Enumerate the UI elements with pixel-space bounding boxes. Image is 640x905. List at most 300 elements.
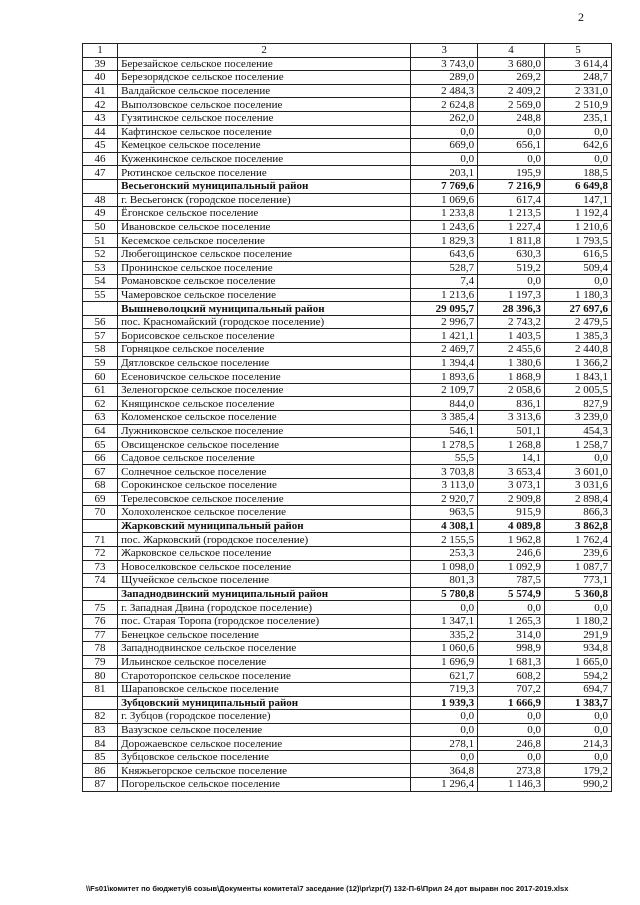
value-2017-cell: 1 829,3 — [411, 234, 478, 248]
value-2017-cell: 2 624,8 — [411, 98, 478, 112]
name-cell: Кесемское сельское поселение — [118, 234, 411, 248]
value-2019-cell: 3 031,6 — [545, 479, 612, 493]
table-row — [83, 737, 612, 751]
value-2018-cell: 1 403,5 — [478, 329, 545, 343]
table-row — [83, 492, 612, 506]
table-row — [83, 669, 612, 683]
row-number-cell: 79 — [83, 655, 118, 669]
value-2017-cell: 1 347,1 — [411, 614, 478, 628]
value-2017-cell: 2 920,7 — [411, 492, 478, 506]
value-2018-cell: 2 409,2 — [478, 84, 545, 98]
name-cell: Весьегонский муниципальный район — [118, 179, 411, 193]
value-2017-cell: 1 893,6 — [411, 370, 478, 384]
value-2018-cell: 998,9 — [478, 642, 545, 656]
value-2019-cell: 214,3 — [545, 737, 612, 751]
name-cell: Солнечное сельское поселение — [118, 465, 411, 479]
row-number-cell: 62 — [83, 397, 118, 411]
value-2018-cell: 656,1 — [478, 139, 545, 153]
table-row — [83, 315, 612, 329]
name-cell: Садовое сельское поселение — [118, 451, 411, 465]
name-cell: Новоселковское сельское поселение — [118, 560, 411, 574]
value-2019-cell: 1 192,4 — [545, 207, 612, 221]
value-2018-cell: 0,0 — [478, 601, 545, 615]
value-2019-cell: 248,7 — [545, 71, 612, 85]
value-2018-cell: 195,9 — [478, 166, 545, 180]
value-2017-cell: 669,0 — [411, 139, 478, 153]
value-2018-cell: 2 909,8 — [478, 492, 545, 506]
value-2017-cell: 0,0 — [411, 750, 478, 764]
value-2019-cell: 1 180,3 — [545, 288, 612, 302]
value-2017-cell: 1 394,4 — [411, 356, 478, 370]
value-2017-cell: 1 939,3 — [411, 696, 478, 710]
table-row — [83, 506, 612, 520]
value-2018-cell: 608,2 — [478, 669, 545, 683]
row-number-cell — [83, 587, 118, 601]
value-2019-cell: 594,2 — [545, 669, 612, 683]
value-2017-cell: 801,3 — [411, 574, 478, 588]
row-number-cell: 60 — [83, 370, 118, 384]
name-cell: Пронинское сельское поселение — [118, 261, 411, 275]
value-2018-cell: 4 089,8 — [478, 519, 545, 533]
district-total-row — [83, 696, 612, 710]
table-row — [83, 642, 612, 656]
table-row — [83, 424, 612, 438]
row-number-cell: 78 — [83, 642, 118, 656]
district-total-row — [83, 587, 612, 601]
value-2018-cell: 1 265,3 — [478, 614, 545, 628]
table-row — [83, 193, 612, 207]
name-cell: Кемецкое сельское поселение — [118, 139, 411, 153]
name-cell: Зеленогорское сельское поселение — [118, 383, 411, 397]
row-number-cell — [83, 179, 118, 193]
row-number-cell: 87 — [83, 778, 118, 792]
value-2017-cell: 0,0 — [411, 723, 478, 737]
value-2019-cell: 3 601,0 — [545, 465, 612, 479]
value-2019-cell: 1 210,6 — [545, 220, 612, 234]
name-cell: Березайское сельское поселение — [118, 57, 411, 71]
row-number-cell: 68 — [83, 479, 118, 493]
value-2018-cell: 273,8 — [478, 764, 545, 778]
value-2019-cell: 0,0 — [545, 152, 612, 166]
row-number-cell: 83 — [83, 723, 118, 737]
row-number-cell: 65 — [83, 438, 118, 452]
value-2017-cell: 643,6 — [411, 247, 478, 261]
row-number-cell: 75 — [83, 601, 118, 615]
value-2018-cell: 14,1 — [478, 451, 545, 465]
name-cell: пос. Красномайский (городское поселение) — [118, 315, 411, 329]
value-2018-cell: 269,2 — [478, 71, 545, 85]
value-2018-cell: 707,2 — [478, 682, 545, 696]
value-2017-cell: 2 469,7 — [411, 343, 478, 357]
value-2018-cell: 0,0 — [478, 723, 545, 737]
row-number-cell: 84 — [83, 737, 118, 751]
value-2017-cell: 0,0 — [411, 601, 478, 615]
value-2017-cell: 2 996,7 — [411, 315, 478, 329]
value-2019-cell: 2 479,5 — [545, 315, 612, 329]
table-row — [83, 57, 612, 71]
name-cell: Погорельское сельское поселение — [118, 778, 411, 792]
value-2019-cell: 773,1 — [545, 574, 612, 588]
table-row — [83, 98, 612, 112]
value-2017-cell: 7,4 — [411, 275, 478, 289]
table-row — [83, 288, 612, 302]
district-total-row — [83, 302, 612, 316]
table-row — [83, 356, 612, 370]
name-cell: Лужниковское сельское поселение — [118, 424, 411, 438]
name-cell: Княжьегорское сельское поселение — [118, 764, 411, 778]
row-number-cell: 80 — [83, 669, 118, 683]
name-cell: Дятловское сельское поселение — [118, 356, 411, 370]
value-2019-cell: 509,4 — [545, 261, 612, 275]
table-row — [83, 343, 612, 357]
row-number-cell: 44 — [83, 125, 118, 139]
value-2018-cell: 2 455,6 — [478, 343, 545, 357]
name-cell: Овсищенское сельское поселение — [118, 438, 411, 452]
value-2019-cell: 2 440,8 — [545, 343, 612, 357]
row-number-cell: 55 — [83, 288, 118, 302]
table-row — [83, 533, 612, 547]
table-row — [83, 438, 612, 452]
value-2018-cell: 519,2 — [478, 261, 545, 275]
value-2019-cell: 3 239,0 — [545, 411, 612, 425]
value-2019-cell: 0,0 — [545, 710, 612, 724]
table-row — [83, 247, 612, 261]
value-2017-cell: 1 069,6 — [411, 193, 478, 207]
row-number-cell: 73 — [83, 560, 118, 574]
district-total-row — [83, 519, 612, 533]
value-2019-cell: 1 843,1 — [545, 370, 612, 384]
table-row — [83, 601, 612, 615]
value-2019-cell: 454,3 — [545, 424, 612, 438]
value-2018-cell: 248,8 — [478, 111, 545, 125]
value-2017-cell: 253,3 — [411, 546, 478, 560]
table-row — [83, 764, 612, 778]
value-2017-cell: 1 243,6 — [411, 220, 478, 234]
row-number-cell: 57 — [83, 329, 118, 343]
value-2018-cell: 0,0 — [478, 710, 545, 724]
value-2017-cell: 1 060,6 — [411, 642, 478, 656]
name-cell: Выползовское сельское поселение — [118, 98, 411, 112]
table-row — [83, 411, 612, 425]
value-2017-cell: 963,5 — [411, 506, 478, 520]
table-row — [83, 451, 612, 465]
header-cell: 3 — [411, 44, 478, 58]
name-cell: Горняцкое сельское поселение — [118, 343, 411, 357]
value-2018-cell: 1 681,3 — [478, 655, 545, 669]
table-row — [83, 207, 612, 221]
value-2017-cell: 621,7 — [411, 669, 478, 683]
name-cell: г. Зубцов (городское поселение) — [118, 710, 411, 724]
name-cell: Вазузское сельское поселение — [118, 723, 411, 737]
value-2019-cell: 3 614,4 — [545, 57, 612, 71]
value-2019-cell: 5 360,8 — [545, 587, 612, 601]
value-2019-cell: 2 898,4 — [545, 492, 612, 506]
name-cell: Шараповское сельское поселение — [118, 682, 411, 696]
row-number-cell: 66 — [83, 451, 118, 465]
value-2017-cell: 278,1 — [411, 737, 478, 751]
value-2017-cell: 3 385,4 — [411, 411, 478, 425]
value-2019-cell: 239,6 — [545, 546, 612, 560]
row-number-cell: 63 — [83, 411, 118, 425]
table-row — [83, 383, 612, 397]
row-number-cell: 45 — [83, 139, 118, 153]
row-number-cell: 81 — [83, 682, 118, 696]
table-row — [83, 682, 612, 696]
name-cell: Коломенское сельское поселение — [118, 411, 411, 425]
value-2018-cell: 28 396,3 — [478, 302, 545, 316]
value-2018-cell: 0,0 — [478, 275, 545, 289]
name-cell: Ивановское сельское поселение — [118, 220, 411, 234]
value-2017-cell: 262,0 — [411, 111, 478, 125]
row-number-cell: 72 — [83, 546, 118, 560]
value-2017-cell: 0,0 — [411, 125, 478, 139]
value-2017-cell: 1 296,4 — [411, 778, 478, 792]
value-2018-cell: 3 653,4 — [478, 465, 545, 479]
row-number-cell: 85 — [83, 750, 118, 764]
row-number-cell: 49 — [83, 207, 118, 221]
value-2019-cell: 291,9 — [545, 628, 612, 642]
value-2019-cell: 188,5 — [545, 166, 612, 180]
table-row — [83, 234, 612, 248]
table-row — [83, 166, 612, 180]
table-row — [83, 546, 612, 560]
table-row — [83, 655, 612, 669]
name-cell: Гузятинское сельское поселение — [118, 111, 411, 125]
value-2018-cell: 3 073,1 — [478, 479, 545, 493]
value-2018-cell: 0,0 — [478, 125, 545, 139]
row-number-cell: 41 — [83, 84, 118, 98]
header-cell: 5 — [545, 44, 612, 58]
table-header-row — [83, 44, 612, 58]
value-2019-cell: 1 762,4 — [545, 533, 612, 547]
row-number-cell: 48 — [83, 193, 118, 207]
value-2018-cell: 836,1 — [478, 397, 545, 411]
value-2018-cell: 246,8 — [478, 737, 545, 751]
value-2018-cell: 3 680,0 — [478, 57, 545, 71]
value-2018-cell: 1 868,9 — [478, 370, 545, 384]
name-cell: Бенецкое сельское поселение — [118, 628, 411, 642]
name-cell: Валдайское сельское поселение — [118, 84, 411, 98]
row-number-cell: 58 — [83, 343, 118, 357]
value-2018-cell: 1 268,8 — [478, 438, 545, 452]
value-2018-cell: 1 092,9 — [478, 560, 545, 574]
value-2017-cell: 3 743,0 — [411, 57, 478, 71]
data-table — [82, 43, 612, 792]
name-cell: Ильинское сельское поселение — [118, 655, 411, 669]
value-2017-cell: 29 095,7 — [411, 302, 478, 316]
table-row — [83, 220, 612, 234]
table-row — [83, 370, 612, 384]
value-2019-cell: 616,5 — [545, 247, 612, 261]
value-2017-cell: 1 278,5 — [411, 438, 478, 452]
table-row — [83, 139, 612, 153]
row-number-cell: 59 — [83, 356, 118, 370]
value-2019-cell: 990,2 — [545, 778, 612, 792]
value-2018-cell: 915,9 — [478, 506, 545, 520]
value-2017-cell: 0,0 — [411, 152, 478, 166]
value-2019-cell: 866,3 — [545, 506, 612, 520]
value-2018-cell: 5 574,9 — [478, 587, 545, 601]
value-2019-cell: 1 665,0 — [545, 655, 612, 669]
value-2017-cell: 1 098,0 — [411, 560, 478, 574]
table-row — [83, 574, 612, 588]
value-2017-cell: 3 113,0 — [411, 479, 478, 493]
value-2018-cell: 1 962,8 — [478, 533, 545, 547]
name-cell: Сорокинское сельское поселение — [118, 479, 411, 493]
row-number-cell: 54 — [83, 275, 118, 289]
row-number-cell: 50 — [83, 220, 118, 234]
header-cell: 4 — [478, 44, 545, 58]
value-2019-cell: 147,1 — [545, 193, 612, 207]
name-cell: Зубцовское сельское поселение — [118, 750, 411, 764]
value-2018-cell: 7 216,9 — [478, 179, 545, 193]
row-number-cell: 53 — [83, 261, 118, 275]
row-number-cell: 46 — [83, 152, 118, 166]
district-total-row — [83, 179, 612, 193]
name-cell: Жарковское сельское поселение — [118, 546, 411, 560]
value-2019-cell: 0,0 — [545, 451, 612, 465]
value-2019-cell: 1 366,2 — [545, 356, 612, 370]
table-row — [83, 111, 612, 125]
value-2018-cell: 2 743,2 — [478, 315, 545, 329]
name-cell: Рютинское сельское поселение — [118, 166, 411, 180]
value-2018-cell: 2 569,0 — [478, 98, 545, 112]
value-2017-cell: 364,8 — [411, 764, 478, 778]
value-2019-cell: 0,0 — [545, 750, 612, 764]
value-2017-cell: 203,1 — [411, 166, 478, 180]
value-2017-cell: 1 696,9 — [411, 655, 478, 669]
table-row — [83, 84, 612, 98]
row-number-cell: 69 — [83, 492, 118, 506]
name-cell: пос. Старая Торопа (городское поселение) — [118, 614, 411, 628]
value-2019-cell: 1 793,5 — [545, 234, 612, 248]
name-cell: Есеновичское сельское поселение — [118, 370, 411, 384]
value-2017-cell: 1 233,8 — [411, 207, 478, 221]
value-2017-cell: 1 421,1 — [411, 329, 478, 343]
value-2017-cell: 844,0 — [411, 397, 478, 411]
value-2019-cell: 0,0 — [545, 125, 612, 139]
value-2017-cell: 3 703,8 — [411, 465, 478, 479]
value-2018-cell: 630,3 — [478, 247, 545, 261]
row-number-cell: 71 — [83, 533, 118, 547]
value-2019-cell: 2 331,0 — [545, 84, 612, 98]
value-2017-cell: 4 308,1 — [411, 519, 478, 533]
value-2019-cell: 0,0 — [545, 601, 612, 615]
name-cell: Староторопское сельское поселение — [118, 669, 411, 683]
value-2018-cell: 617,4 — [478, 193, 545, 207]
name-cell: Романовское сельское поселение — [118, 275, 411, 289]
table-row — [83, 465, 612, 479]
value-2017-cell: 2 155,5 — [411, 533, 478, 547]
name-cell: Зубцовский муниципальный район — [118, 696, 411, 710]
row-number-cell — [83, 696, 118, 710]
value-2019-cell: 27 697,6 — [545, 302, 612, 316]
value-2017-cell: 719,3 — [411, 682, 478, 696]
value-2017-cell: 528,7 — [411, 261, 478, 275]
value-2019-cell: 1 258,7 — [545, 438, 612, 452]
value-2018-cell: 0,0 — [478, 750, 545, 764]
value-2017-cell: 289,0 — [411, 71, 478, 85]
table-row — [83, 560, 612, 574]
value-2019-cell: 2 510,9 — [545, 98, 612, 112]
row-number-cell: 39 — [83, 57, 118, 71]
value-2018-cell: 1 197,3 — [478, 288, 545, 302]
table-row — [83, 778, 612, 792]
name-cell: Западнодвинское сельское поселение — [118, 642, 411, 656]
row-number-cell: 77 — [83, 628, 118, 642]
row-number-cell: 56 — [83, 315, 118, 329]
header-cell: 1 — [83, 44, 118, 58]
value-2018-cell: 246,6 — [478, 546, 545, 560]
value-2018-cell: 1 666,9 — [478, 696, 545, 710]
value-2018-cell: 3 313,6 — [478, 411, 545, 425]
row-number-cell: 42 — [83, 98, 118, 112]
table-row — [83, 614, 612, 628]
value-2019-cell: 1 087,7 — [545, 560, 612, 574]
name-cell: Кафтинское сельское поселение — [118, 125, 411, 139]
name-cell: Терелесовское сельское поселение — [118, 492, 411, 506]
value-2017-cell: 0,0 — [411, 710, 478, 724]
name-cell: Ёгонское сельское поселение — [118, 207, 411, 221]
row-number-cell: 40 — [83, 71, 118, 85]
value-2019-cell: 934,8 — [545, 642, 612, 656]
table-row — [83, 152, 612, 166]
row-number-cell: 86 — [83, 764, 118, 778]
name-cell: г. Западная Двина (городское поселение) — [118, 601, 411, 615]
table-body — [83, 57, 612, 791]
value-2018-cell: 1 213,5 — [478, 207, 545, 221]
name-cell: Холохоленское сельское поселение — [118, 506, 411, 520]
value-2018-cell: 1 146,3 — [478, 778, 545, 792]
value-2018-cell: 314,0 — [478, 628, 545, 642]
table-row — [83, 261, 612, 275]
value-2019-cell: 642,6 — [545, 139, 612, 153]
table-row — [83, 479, 612, 493]
table-row — [83, 628, 612, 642]
value-2019-cell: 6 649,8 — [545, 179, 612, 193]
table-row — [83, 750, 612, 764]
name-cell: Куженкинское сельское поселение — [118, 152, 411, 166]
value-2019-cell: 2 005,5 — [545, 383, 612, 397]
value-2018-cell: 787,5 — [478, 574, 545, 588]
value-2019-cell: 0,0 — [545, 275, 612, 289]
value-2018-cell: 0,0 — [478, 152, 545, 166]
value-2017-cell: 2 109,7 — [411, 383, 478, 397]
table-row — [83, 710, 612, 724]
value-2018-cell: 1 380,6 — [478, 356, 545, 370]
row-number-cell — [83, 302, 118, 316]
row-number-cell: 82 — [83, 710, 118, 724]
value-2019-cell: 1 385,3 — [545, 329, 612, 343]
table-row — [83, 71, 612, 85]
value-2017-cell: 5 780,8 — [411, 587, 478, 601]
row-number-cell: 43 — [83, 111, 118, 125]
value-2017-cell: 1 213,6 — [411, 288, 478, 302]
page-number: 2 — [578, 10, 584, 24]
header-cell: 2 — [118, 44, 411, 58]
value-2017-cell: 546,1 — [411, 424, 478, 438]
table-row — [83, 723, 612, 737]
row-number-cell: 74 — [83, 574, 118, 588]
row-number-cell: 61 — [83, 383, 118, 397]
value-2017-cell: 335,2 — [411, 628, 478, 642]
name-cell: Щучейское сельское поселение — [118, 574, 411, 588]
value-2018-cell: 1 227,4 — [478, 220, 545, 234]
name-cell: Жарковский муниципальный район — [118, 519, 411, 533]
row-number-cell: 70 — [83, 506, 118, 520]
value-2019-cell: 0,0 — [545, 723, 612, 737]
row-number-cell: 64 — [83, 424, 118, 438]
